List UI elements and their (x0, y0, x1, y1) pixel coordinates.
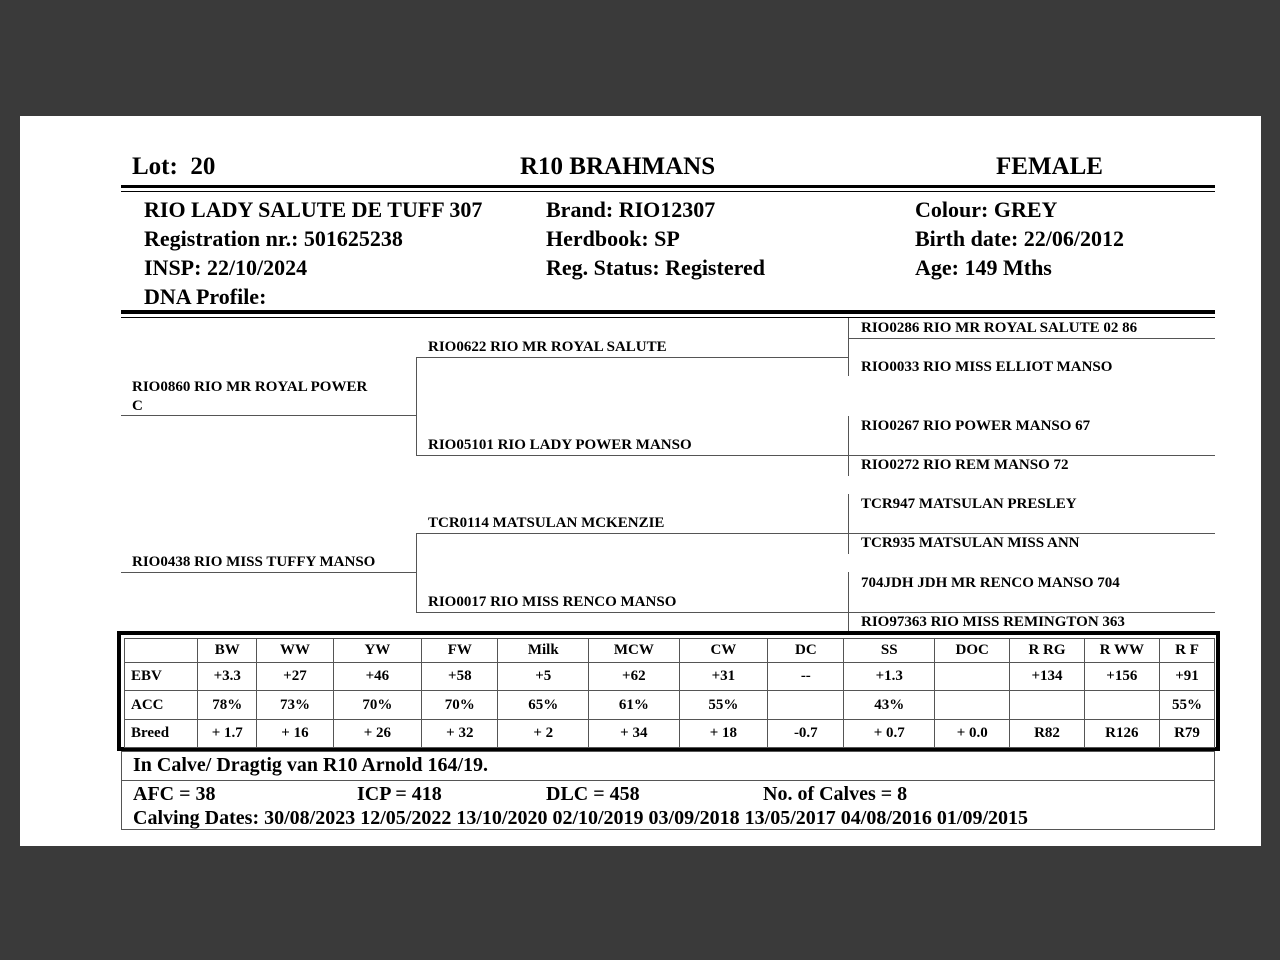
ebv-cell: 70% (333, 691, 422, 719)
ebv-cell: 43% (844, 691, 935, 719)
age: Age: 149 Mths (915, 255, 1052, 280)
ebv-row-label: EBV (125, 663, 198, 691)
ebv-cell: 55% (679, 691, 768, 719)
ebv-cell: +27 (257, 663, 333, 691)
ebv-column-header: MCW (589, 639, 680, 663)
ebv-cell: 78% (198, 691, 257, 719)
pedigree-ggp-3: RIO0267 RIO POWER MANSO 67 (861, 418, 1091, 434)
ggp-bracket-2 (848, 416, 849, 476)
ebv-cell: R126 (1084, 719, 1159, 747)
animal-name: RIO LADY SALUTE DE TUFF 307 (144, 197, 483, 222)
ebv-cell: 73% (257, 691, 333, 719)
dlc: DLC = 458 (546, 783, 640, 805)
ebv-cell: + 26 (333, 719, 422, 747)
dna-profile: DNA Profile: (144, 284, 267, 309)
pedigree-sire-dam: RIO05101 RIO LADY POWER MANSO (428, 437, 692, 453)
sex: FEMALE (996, 153, 1103, 180)
header-rule-thin (121, 191, 1215, 192)
ebv-cell: R82 (1010, 719, 1084, 747)
herdbook: Herdbook: SP (546, 226, 680, 251)
ebv-cell: + 34 (589, 719, 680, 747)
ebv-column-header: DOC (935, 639, 1010, 663)
ebv-cell: 70% (422, 691, 498, 719)
calving-info (121, 751, 1215, 830)
birth-date: Birth date: 22/06/2012 (915, 226, 1124, 251)
dam-sire-line (416, 533, 849, 534)
dam-bracket (416, 533, 417, 612)
ebv-column-header: WW (257, 639, 333, 663)
ebv-column-header: R WW (1084, 639, 1159, 663)
pedigree-ggp-6: TCR935 MATSULAN MISS ANN (861, 535, 1080, 551)
calving-dates: Calving Dates: 30/08/2023 12/05/2022 13/10/2020 02/10/2019 03/09/2018 13/05/2017 04/08/2016 01/09/2015 (133, 807, 1029, 829)
ebv-column-header (125, 639, 198, 663)
ebv-cell: + 1.7 (198, 719, 257, 747)
ggp-bracket-4 (848, 572, 849, 634)
ebv-cell: + 16 (257, 719, 333, 747)
ebv-row (125, 719, 1215, 747)
afc: AFC = 38 (133, 783, 216, 805)
header-rule-thick (121, 185, 1215, 188)
footer-divider (122, 780, 1214, 781)
lot-sheet (20, 116, 1261, 846)
ebv-column-header: R F (1159, 639, 1214, 663)
ebv-row-label: Breed (125, 719, 198, 747)
pedigree-ggp-4: RIO0272 RIO REM MANSO 72 (861, 457, 1069, 473)
pedigree-ggp-7: 704JDH JDH MR RENCO MANSO 704 (861, 575, 1120, 591)
ebv-column-header: FW (422, 639, 498, 663)
ebv-cell: + 32 (422, 719, 498, 747)
ebv-cell: -0.7 (768, 719, 844, 747)
ebv-column-header: BW (198, 639, 257, 663)
ebv-cell: 65% (498, 691, 589, 719)
dam-line (121, 572, 417, 573)
ebv-cell: 61% (589, 691, 680, 719)
ebv-table (124, 638, 1215, 748)
ebv-cell: +3.3 (198, 663, 257, 691)
ebv-cell (935, 663, 1010, 691)
info-rule-thin (121, 317, 1215, 318)
sire-line (121, 415, 417, 416)
ebv-cell (1010, 691, 1084, 719)
pedigree-sire: RIO0860 RIO MR ROYAL POWER C (132, 379, 368, 414)
pedigree-dam-dam: RIO0017 RIO MISS RENCO MANSO (428, 594, 677, 610)
pedigree-ggp-1: RIO0286 RIO MR ROYAL SALUTE 02 86 (861, 320, 1138, 336)
ebv-cell: + 2 (498, 719, 589, 747)
ebv-cell: 55% (1159, 691, 1214, 719)
ebv-cell: + 0.0 (935, 719, 1010, 747)
ebv-cell: +156 (1084, 663, 1159, 691)
registration-number: Registration nr.: 501625238 (144, 226, 403, 251)
ebv-row (125, 691, 1215, 719)
ggp-bracket-1 (848, 318, 849, 376)
ebv-row (125, 663, 1215, 691)
ebv-cell: +62 (589, 663, 680, 691)
ebv-cell: +1.3 (844, 663, 935, 691)
reg-status: Reg. Status: Registered (546, 255, 765, 280)
ebv-cell (768, 691, 844, 719)
ebv-column-header: DC (768, 639, 844, 663)
ebv-cell: + 0.7 (844, 719, 935, 747)
icp: ICP = 418 (357, 783, 442, 805)
in-calve-note: In Calve/ Dragtig van R10 Arnold 164/19. (133, 754, 489, 776)
pedigree-ggp-5: TCR947 MATSULAN PRESLEY (861, 496, 1077, 512)
number-of-calves: No. of Calves = 8 (763, 783, 908, 805)
ebv-cell: R79 (1159, 719, 1214, 747)
lot-label (132, 153, 215, 181)
ggp-bracket-3 (848, 494, 849, 554)
ebv-cell (1084, 691, 1159, 719)
ggp-line-1 (848, 338, 1215, 339)
pedigree-ggp-8: RIO97363 RIO MISS REMINGTON 363 (861, 614, 1125, 630)
ebv-cell: +58 (422, 663, 498, 691)
pedigree-dam: RIO0438 RIO MISS TUFFY MANSO (132, 554, 376, 570)
sire-bracket (416, 357, 417, 455)
ebv-cell: +31 (679, 663, 768, 691)
ebv-cell: +5 (498, 663, 589, 691)
ebv-cell: +46 (333, 663, 422, 691)
insp-date: INSP: 22/10/2024 (144, 255, 308, 280)
ebv-column-header: Milk (498, 639, 589, 663)
ebv-cell: +134 (1010, 663, 1084, 691)
ebv-table-frame (117, 631, 1220, 751)
ebv-cell: -- (768, 663, 844, 691)
ebv-column-header: SS (844, 639, 935, 663)
ebv-cell: + 18 (679, 719, 768, 747)
sire-dam-line (416, 455, 849, 456)
ebv-row-label: ACC (125, 691, 198, 719)
pedigree-ggp-2: RIO0033 RIO MISS ELLIOT MANSO (861, 359, 1113, 375)
ebv-cell: +91 (1159, 663, 1214, 691)
colour: Colour: GREY (915, 197, 1058, 222)
lot-label-text: Lot: (132, 153, 178, 180)
ebv-cell (935, 691, 1010, 719)
lot-number: 20 (190, 153, 216, 180)
sire-sire-line (416, 357, 849, 358)
stud-name: R10 BRAHMANS (520, 153, 716, 180)
pedigree-dam-sire: TCR0114 MATSULAN MCKENZIE (428, 515, 665, 531)
dam-dam-line (416, 612, 849, 613)
ebv-column-header: CW (679, 639, 768, 663)
info-rule-thick (121, 310, 1215, 314)
ebv-header-row (125, 639, 1215, 663)
ebv-column-header: R RG (1010, 639, 1084, 663)
ebv-column-header: YW (333, 639, 422, 663)
pedigree-sire-sire: RIO0622 RIO MR ROYAL SALUTE (428, 339, 667, 355)
brand: Brand: RIO12307 (546, 197, 716, 222)
